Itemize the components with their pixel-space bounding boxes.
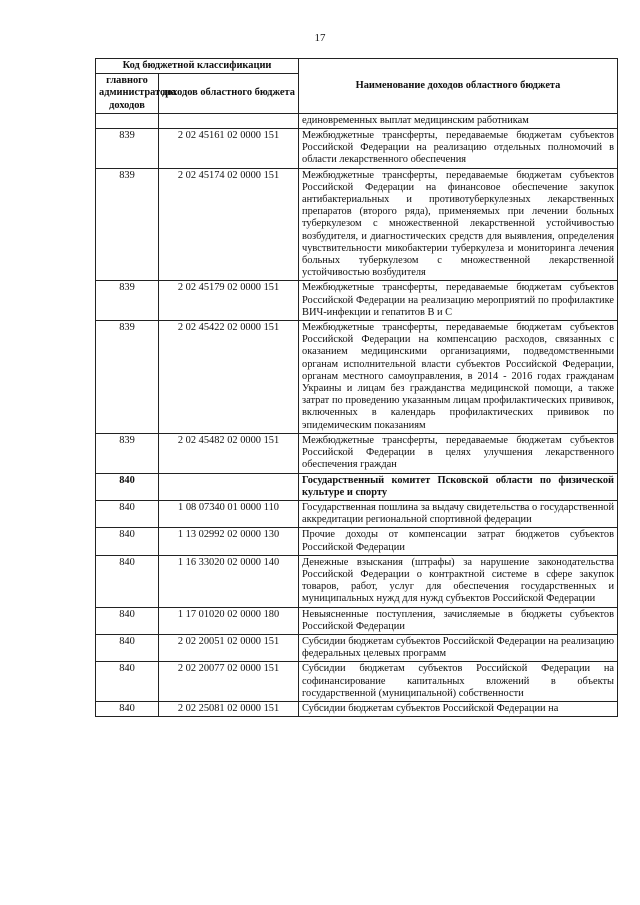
admin-code-cell: 839 (96, 433, 159, 473)
revenue-name-cell: Прочие доходы от компенсации затрат бюджетов субъектов Российской Федерации (299, 528, 618, 555)
revenue-name-cell: Государственная пошлина за выдачу свидетельства о государственной аккредитации региональной спортивной федерации (299, 500, 618, 527)
revenue-code-cell: 1 17 01020 02 0000 180 (159, 607, 299, 634)
revenue-code-cell: 1 08 07340 01 0000 110 (159, 500, 299, 527)
continuation-name-cell: единовременных выплат медицинским работникам (299, 113, 618, 128)
table-row (96, 473, 618, 500)
table-row (96, 129, 618, 169)
revenue-name-cell: Межбюджетные трансферты, передаваемые бюджетам субъектов Российской Федерации на реализацию отдельных полномочий в области лекарственного обеспечения (299, 129, 618, 169)
table-row (96, 168, 618, 281)
revenue-code-cell: 2 02 45482 02 0000 151 (159, 433, 299, 473)
revenue-code-cell: 2 02 45422 02 0000 151 (159, 321, 299, 434)
continuation-admin-cell (96, 113, 159, 128)
revenue-name-cell: Межбюджетные трансферты, передаваемые бюджетам субъектов Российской Федерации на реализацию мероприятий по профилактике ВИЧ-инфекции и гепатитов B и C (299, 281, 618, 321)
header-revenue-name: Наименование доходов областного бюджета (299, 59, 618, 114)
table-row (96, 607, 618, 634)
revenue-code-cell: 2 02 25081 02 0000 151 (159, 701, 299, 716)
admin-code-cell: 839 (96, 168, 159, 281)
revenue-name-cell: Субсидии бюджетам субъектов Российской Федерации на реализацию федеральных целевых программ (299, 634, 618, 661)
continuation-code-cell (159, 113, 299, 128)
admin-code-cell: 840 (96, 500, 159, 527)
table-row (96, 662, 618, 702)
header-revenue-code: доходов областного бюджета (159, 74, 299, 114)
table-row (96, 701, 618, 716)
revenue-name-cell: Межбюджетные трансферты, передаваемые бюджетам субъектов Российской Федерации в целях улучшения лекарственного обеспечения граждан (299, 433, 618, 473)
admin-code-cell: 840 (96, 662, 159, 702)
header-row-group (96, 59, 618, 74)
table-row (96, 433, 618, 473)
header-budget-classification-code: Код бюджетной классификации (96, 59, 299, 74)
table-row (96, 555, 618, 607)
table-row (96, 321, 618, 434)
admin-code-cell: 840 (96, 528, 159, 555)
admin-code-cell: 840 (96, 701, 159, 716)
revenue-name-cell: Субсидии бюджетам субъектов Российской Федерации на софинансирование капитальных вложений в объекты государственной (муниципальной) собственности (299, 662, 618, 702)
admin-code-cell: 840 (96, 607, 159, 634)
revenue-name-cell: Денежные взыскания (штрафы) за нарушение законодательства Российской Федерации о контрактной системе в сфере закупок товаров, работ, услуг для обеспечения государственных и муниципальных нужд для нужд субъектов Российской Федерации (299, 555, 618, 607)
budget-classification-table (95, 58, 618, 717)
admin-code-cell: 840 (96, 473, 159, 500)
revenue-code-cell (159, 473, 299, 500)
table-row (96, 500, 618, 527)
revenue-name-cell: Межбюджетные трансферты, передаваемые бюджетам субъектов Российской Федерации на финансовое обеспечение закупок антибактериальных и противотуберкулезных лекарственных препаратов (второго ряда), применяемых при лечении больных туберкулезом с множественной лекарственной устойчивостью возбудителя, и диагностических средств для выявления, определения чувствительности микобактерии туберкулеза и мониторинга лечения больных туберкулезом с множественной лекарственной устойчивостью возбудителя (299, 168, 618, 281)
revenue-code-cell: 2 02 45174 02 0000 151 (159, 168, 299, 281)
table-row (96, 528, 618, 555)
header-main-administrator: главного администратора доходов (96, 74, 159, 114)
continuation-row (96, 113, 618, 128)
table-row (96, 281, 618, 321)
admin-code-cell: 839 (96, 281, 159, 321)
revenue-code-cell: 2 02 20051 02 0000 151 (159, 634, 299, 661)
admin-code-cell: 840 (96, 555, 159, 607)
revenue-code-cell: 2 02 45161 02 0000 151 (159, 129, 299, 169)
admin-code-cell: 839 (96, 129, 159, 169)
revenue-code-cell: 1 16 33020 02 0000 140 (159, 555, 299, 607)
revenue-code-cell: 2 02 45179 02 0000 151 (159, 281, 299, 321)
revenue-name-cell: Невыясненные поступления, зачисляемые в бюджеты субъектов Российской Федерации (299, 607, 618, 634)
table-row (96, 634, 618, 661)
revenue-name-cell: Государственный комитет Псковской области по физической культуре и спорту (299, 473, 618, 500)
revenue-code-cell: 1 13 02992 02 0000 130 (159, 528, 299, 555)
revenue-name-cell: Межбюджетные трансферты, передаваемые бюджетам субъектов Российской Федерации на компенсацию расходов, связанных с оказанием медицинскими организациями, подведомственными органам исполнительной власти субъектов Российской Федерации, органам местного самоуправления, в 2014 - 2016 годах гражданам Украины и лицам без гражданства медицинской помощи, а также затрат по проведению указанным лицам профилактических прививок, включенных в календарь профилактических прививок по эпидемическим показаниям (299, 321, 618, 434)
revenue-name-cell: Субсидии бюджетам субъектов Российской Федерации на (299, 701, 618, 716)
admin-code-cell: 839 (96, 321, 159, 434)
page-number: 17 (314, 32, 326, 44)
admin-code-cell: 840 (96, 634, 159, 661)
revenue-code-cell: 2 02 20077 02 0000 151 (159, 662, 299, 702)
